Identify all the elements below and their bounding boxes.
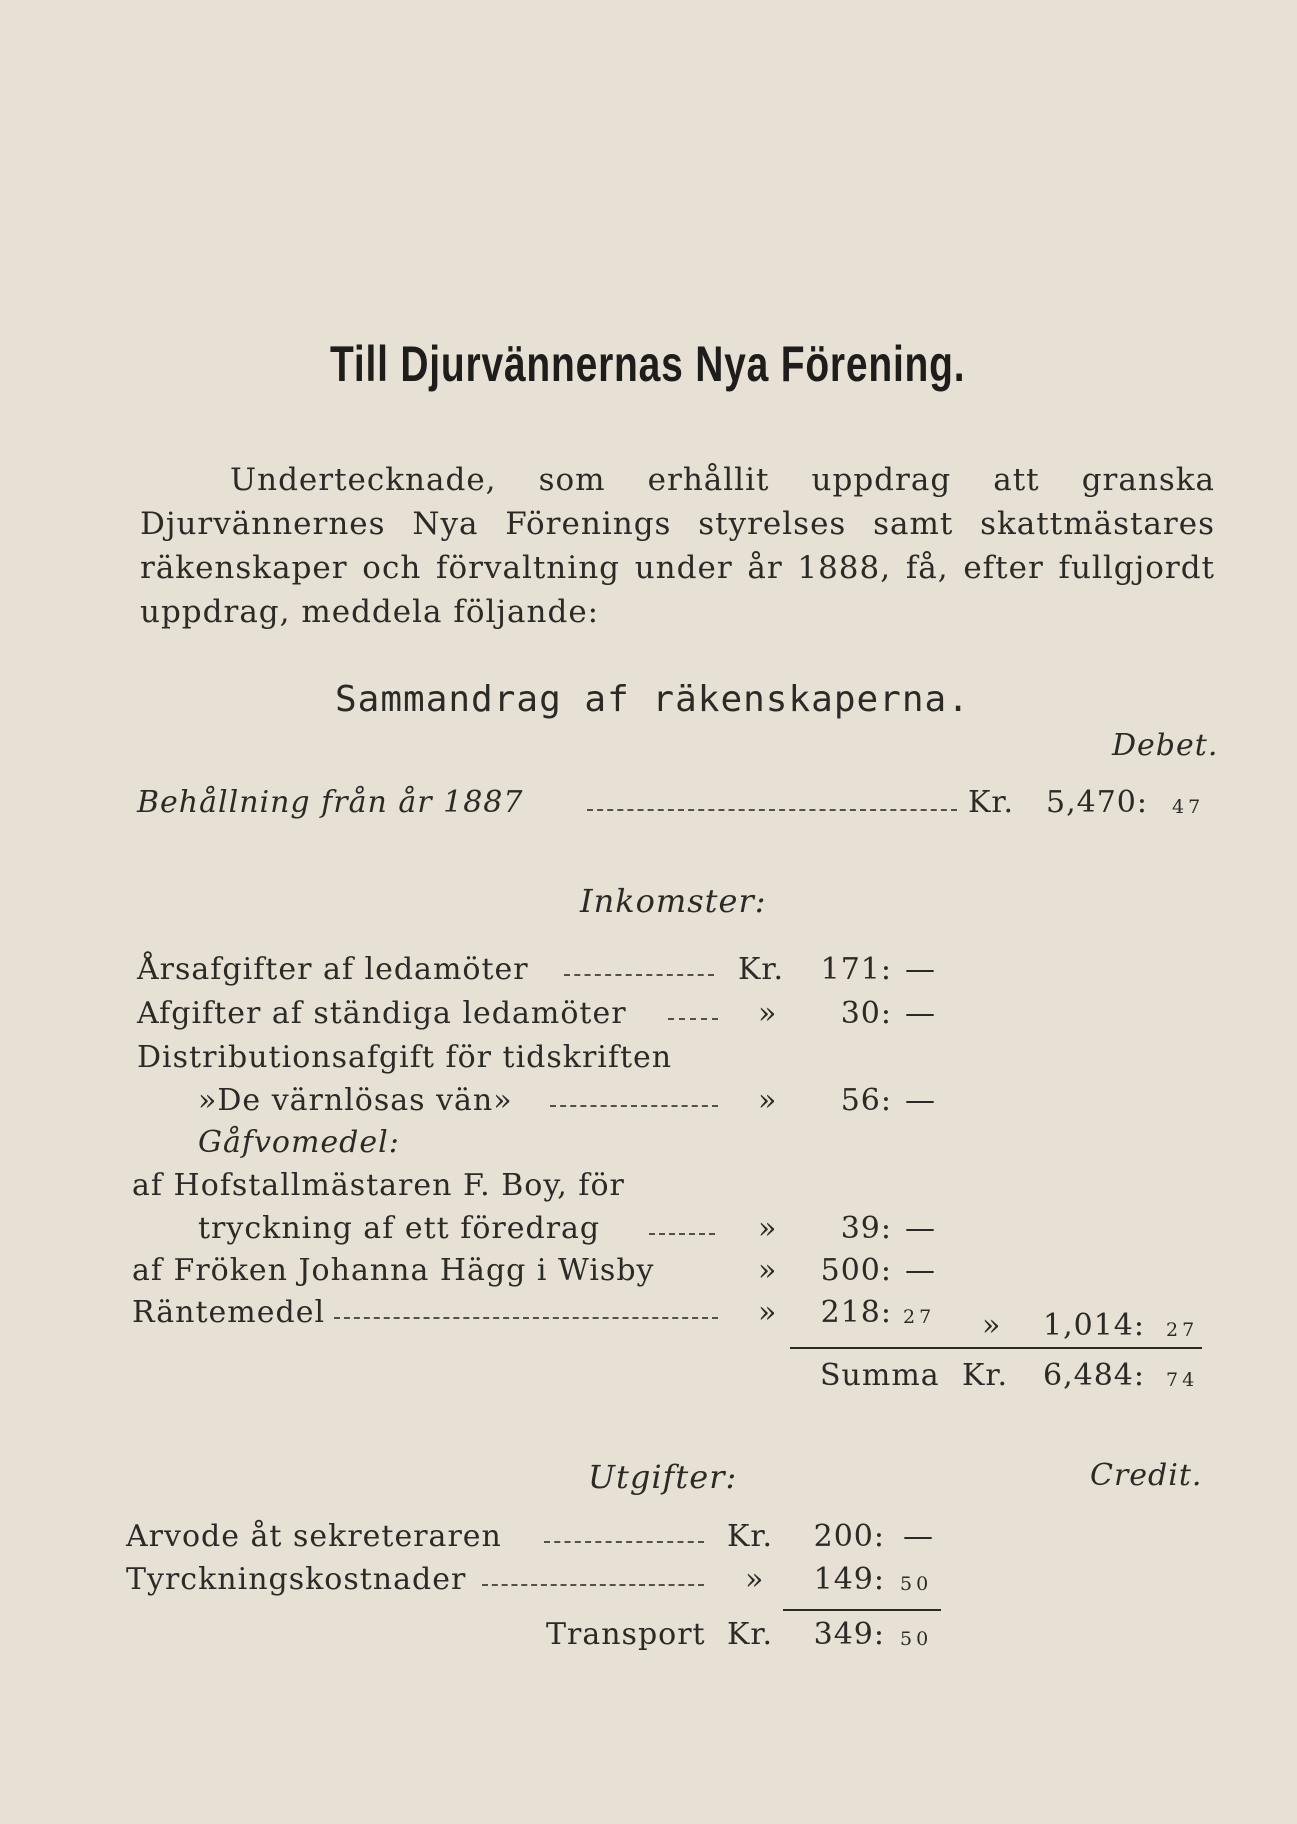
income-row-label: af Fröken Johanna Hägg i Wisby [132, 1253, 655, 1288]
expense-row-mark: Kr. [727, 1519, 773, 1554]
income-row-ore: — [905, 952, 936, 987]
income-row-amount: 56: [840, 1083, 892, 1118]
income-row-mark: » [758, 1083, 778, 1118]
leader-dots [649, 1229, 715, 1235]
income-row-mark: » [758, 1295, 778, 1330]
expense-row-mark: » [745, 1562, 765, 1597]
income-row-mark: Kr. [738, 952, 784, 987]
sum-rule [790, 1347, 1202, 1349]
income-row-amount: 30: [840, 996, 892, 1031]
leader-dots [334, 1313, 718, 1319]
expense-row-amount: 200: [813, 1519, 885, 1554]
opening-balance-ore: 47 [1172, 796, 1205, 818]
transport-label: Transport [546, 1617, 706, 1652]
income-row-ore: — [905, 1211, 936, 1246]
income-row-label: Räntemedel [132, 1295, 326, 1330]
income-row-amount: 39: [840, 1211, 892, 1246]
income-row-mark: » [758, 1211, 778, 1246]
income-row-label: af Hofstallmästaren F. Boy, för [132, 1168, 625, 1203]
income-row-label: Distributionsafgift för tidskriften [137, 1040, 673, 1075]
summary-heading: Sammandrag af räkenskaperna. [335, 679, 970, 720]
transport-amount: 349: [813, 1617, 885, 1652]
transport-currency: Kr. [727, 1617, 773, 1652]
income-row-amount: 218: [820, 1295, 892, 1330]
leader-dots [668, 1014, 718, 1020]
income-row-label: »De värnlösas vän» [198, 1083, 513, 1118]
leader-dots [564, 970, 714, 976]
income-heading: Inkomster: [580, 882, 767, 920]
summa-label: Summa [820, 1358, 940, 1393]
income-row-mark: » [758, 996, 778, 1031]
income-row-ore: — [905, 1083, 936, 1118]
page-title: Till Djurvännernas Nya Förening. [330, 336, 966, 392]
income-row-amount: 171: [820, 952, 892, 987]
income-total-ore: 27 [1166, 1319, 1199, 1341]
leader-dots [587, 805, 957, 811]
debet-label: Debet. [1112, 728, 1219, 763]
income-row-label: Årsafgifter af ledamöter [137, 952, 529, 987]
summa-amount: 6,484: [1043, 1358, 1145, 1393]
income-row-ore: 27 [903, 1306, 936, 1328]
opening-balance-label: Behållning från år 1887 [137, 785, 524, 820]
summa-currency: Kr. [962, 1358, 1008, 1393]
transport-rule [783, 1609, 941, 1611]
income-row-label: Afgifter af ständiga ledamöter [137, 996, 627, 1031]
leader-dots [544, 1537, 704, 1543]
gifts-label: Gåfvomedel: [198, 1125, 400, 1160]
leader-dots [482, 1580, 704, 1586]
summa-ore: 74 [1166, 1369, 1199, 1391]
income-total-mark: » [982, 1308, 1002, 1343]
expense-row-ore: 50 [900, 1573, 933, 1595]
income-row-ore: — [905, 1253, 936, 1288]
income-row-label: tryckning af ett föredrag [198, 1211, 601, 1246]
income-row-ore: — [905, 996, 936, 1031]
leader-dots [550, 1101, 718, 1107]
income-total-amount: 1,014: [1043, 1308, 1145, 1343]
income-row-mark: » [758, 1253, 778, 1288]
expense-row-label: Arvode åt sekreteraren [126, 1519, 502, 1554]
transport-ore: 50 [900, 1628, 933, 1650]
expense-row-ore: — [903, 1519, 934, 1554]
expenses-heading: Utgifter: [588, 1458, 738, 1496]
expense-row-amount: 149: [813, 1562, 885, 1597]
expense-row-label: Tyrckningskostnader [126, 1562, 467, 1597]
credit-label: Credit. [1090, 1458, 1203, 1493]
intro-paragraph: Undertecknade, som erhållit uppdrag att granska Djurvännernes Nya Förenings styrelses samt skattmästares räkenskaper och förvaltning under år 1888, få, efter fullgjordt uppdrag, meddela följande: [140, 462, 1215, 630]
income-row-amount: 500: [820, 1253, 892, 1288]
opening-balance-amount: 5,470: [1046, 785, 1148, 820]
opening-balance-currency: Kr. [968, 785, 1014, 820]
